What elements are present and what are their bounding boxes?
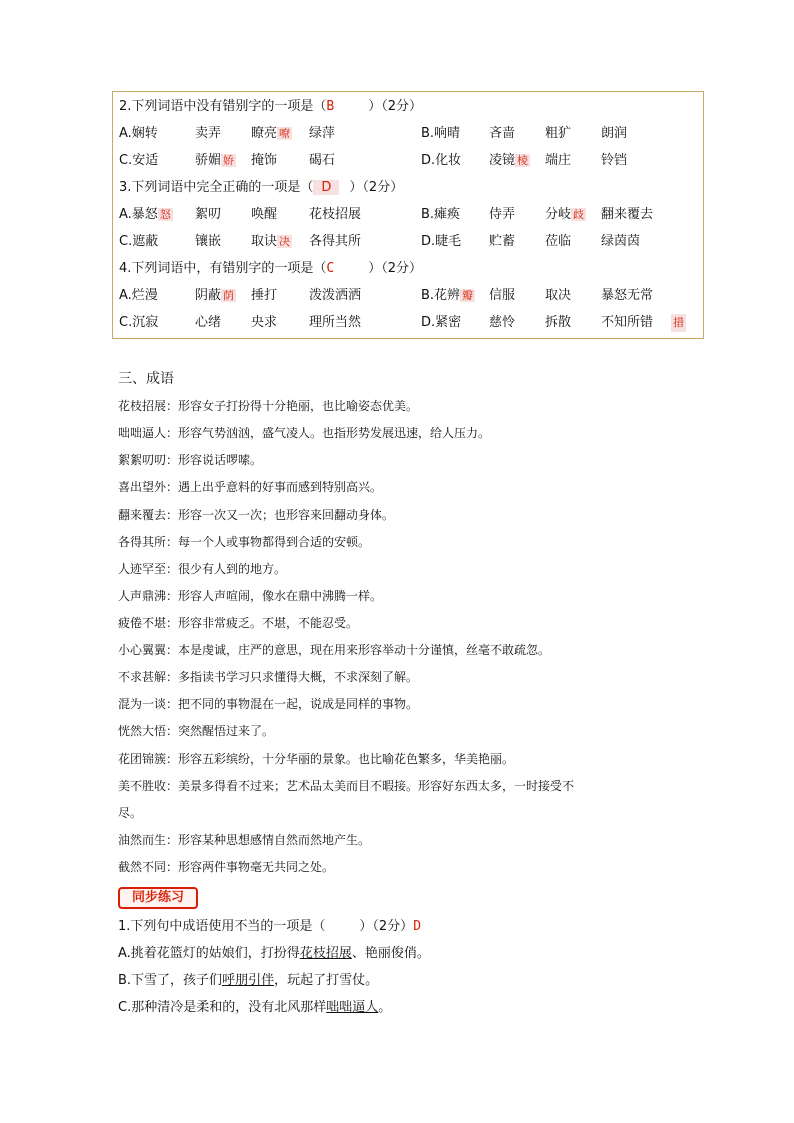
idiom-entry: 油然而生：形容某种思想感情自然而然地产生。 xyxy=(118,833,371,847)
idiom-entry: 截然不同：形容两件事物毫无共同之处。 xyxy=(118,860,335,874)
section-title: 三、成语 xyxy=(118,371,174,387)
correction-mark: 棱 xyxy=(517,154,529,167)
answer-practice-q1: D xyxy=(413,919,422,934)
idiom-entry: 恍然大悟：突然醒悟过来了。 xyxy=(118,724,275,738)
answer-q3: D xyxy=(313,180,339,195)
question-4: 4.下列词语中，有错别字的一项是（C ）（2分） xyxy=(119,261,423,276)
idiom-entry: 翻来覆去：形容一次又一次；也形容来回翻动身体。 xyxy=(118,508,395,522)
practice-badge: 同步练习 xyxy=(118,887,198,909)
idiom-entry: 小心翼翼：本是虔诚，庄严的意思，现在用来形容举动十分谨慎，丝毫不敢疏忽。 xyxy=(118,643,551,657)
idiom-entry: 美不胜收：美景多得看不过来；艺术品太美而目不暇接。形容好东西太多，一时接受不 xyxy=(118,779,575,793)
q4-option-a: A.烂漫 阴蔽 荫 捶打 泼泼洒洒 B.花辨 瓣 信服 取决 暴怒无常 xyxy=(119,288,654,303)
q2-option-c: C.安适 骄媚 娇 掩饰 碣石 D.化妆 凌镜 棱 端庄 铃铛 xyxy=(119,153,628,168)
idiom-entry: 喜出望外：遇上出乎意料的好事而感到特别高兴。 xyxy=(118,480,383,494)
correction-mark: 娇 xyxy=(223,154,235,167)
correction-mark: 措 xyxy=(671,314,686,332)
correction-mark: 怒 xyxy=(159,208,171,221)
question-3: 3.下列词语中完全正确的一项是（ D ）（2分） xyxy=(119,180,404,195)
idiom-entry: 疲倦不堪：形容非常疲乏。不堪，不能忍受。 xyxy=(118,616,359,630)
practice-option-a: A.挑着花篮灯的姑娘们，打扮得花枝招展、艳丽俊俏。 xyxy=(118,946,430,961)
vocab-exercise-box xyxy=(112,91,704,339)
practice-option-c: C.那种清冷是柔和的，没有北风那样咄咄逼人。 xyxy=(118,1000,392,1015)
correction-mark: 决 xyxy=(279,235,291,248)
idiom-entry: 混为一谈：把不同的事物混在一起，说成是同样的事物。 xyxy=(118,697,419,711)
idiom-entry: 人迹罕至：很少有人到的地方。 xyxy=(118,562,287,576)
q3-option-c: C.遮蔽 镶嵌 取诀 决 各得其所 D.睫毛 贮蓄 莅临 绿茵茵 xyxy=(119,234,641,249)
correction-mark: 荫 xyxy=(223,289,235,302)
answer-q2: B xyxy=(326,99,335,114)
correction-mark: 嘹 xyxy=(279,127,291,140)
idiom-entry: 花枝招展：形容女子打扮得十分艳丽，也比喻姿态优美。 xyxy=(118,399,419,413)
idiom-entry: 不求甚解：多指读书学习只求懂得大概，不求深刻了解。 xyxy=(118,670,419,684)
answer-q4: C xyxy=(326,261,335,276)
question-2: 2.下列词语中没有错别字的一项是（B ）（2分） xyxy=(119,99,423,114)
idiom-entry: 咄咄逼人：形容气势汹汹，盛气凌人。也指形势发展迅速，给人压力。 xyxy=(118,426,491,440)
correction-mark: 歧 xyxy=(573,208,585,221)
idiom-entry: 花团锦簇：形容五彩缤纷，十分华丽的景象。也比喻花色繁多，华美艳丽。 xyxy=(118,752,515,766)
practice-option-b: B.下雪了，孩子们呼朋引伴，玩起了打雪仗。 xyxy=(118,973,379,988)
idiom-entry: 各得其所：每一个人或事物都得到合适的安顿。 xyxy=(118,535,371,549)
correction-mark: 瓣 xyxy=(462,289,474,302)
idiom-entry: 絮絮叨叨：形容说话啰嗦。 xyxy=(118,453,263,467)
idiom-entry: 人声鼎沸：形容人声喧闹，像水在鼎中沸腾一样。 xyxy=(118,589,383,603)
q4-option-c: C.沉寂 心绪 央求 理所当然 D.紧密 慈怜 拆散 不知所错 措 xyxy=(119,315,684,330)
practice-question-1: 1.下列句中成语使用不当的一项是（ ）（2分）D xyxy=(118,919,422,934)
q2-option-a: A.娴转 卖弄 瞭亮 嘹 绿萍 B.响晴 吝啬 粗犷 朗润 xyxy=(119,126,628,141)
q3-option-a: A.暴怒 怒 絮叨 唤醒 花枝招展 B.瘫痪 侍弄 分岐 歧 翻来覆去 xyxy=(119,207,654,222)
idiom-entry: 尽。 xyxy=(118,806,143,820)
